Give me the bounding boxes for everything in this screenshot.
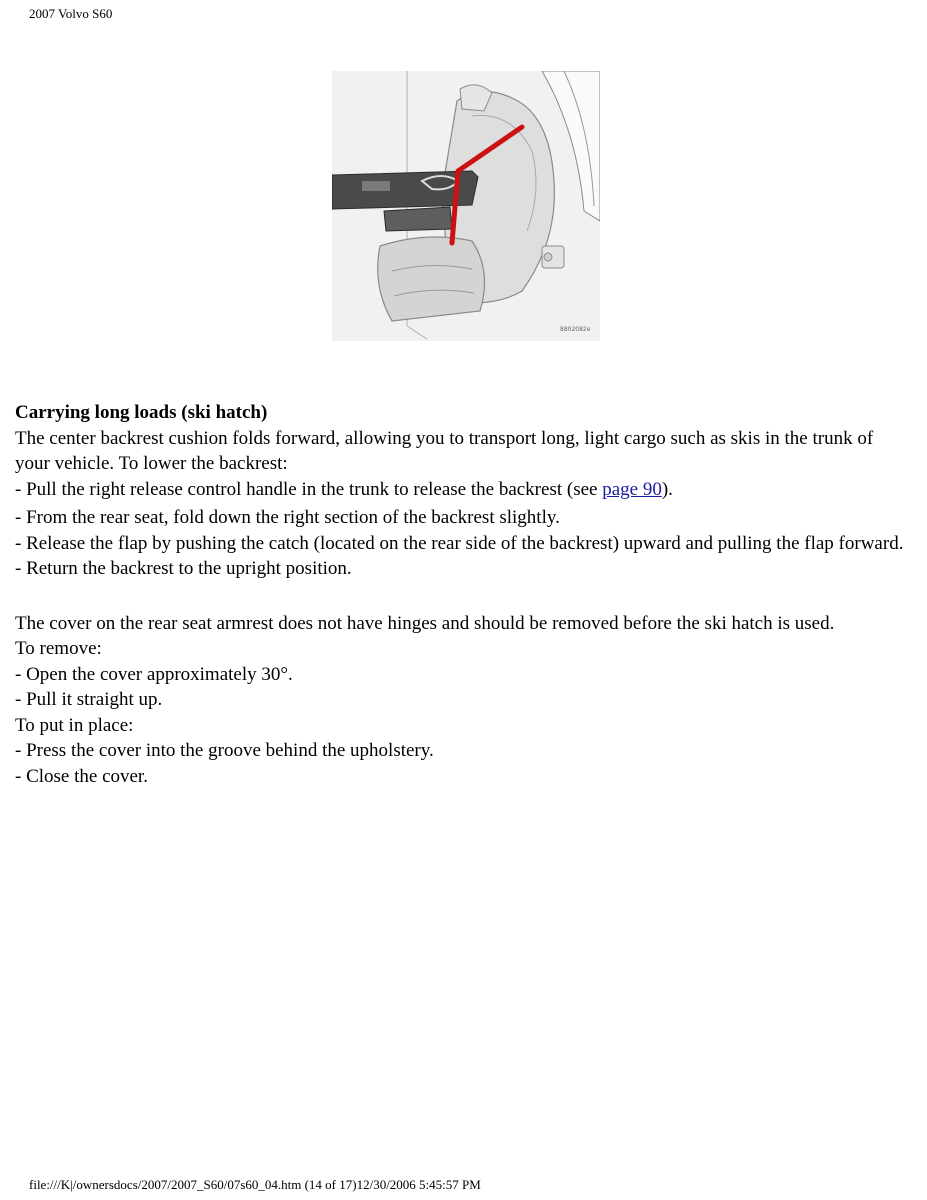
remove-step-2: - Pull it straight up.: [15, 689, 163, 710]
put-step-2: - Close the cover.: [15, 765, 148, 787]
ski-hatch-illustration: [332, 71, 600, 341]
page-90-link[interactable]: page 90: [602, 478, 662, 500]
armrest-note: The cover on the rear seat armrest does not have hinges and should be removed before the ski hatch is used.: [15, 612, 835, 634]
step-1: [15, 477, 912, 503]
figure-code-label: 8802082e: [560, 326, 591, 333]
step-1-prefix: - Pull the right release control handle in the trunk to release the backrest (see: [15, 478, 603, 500]
step-4: - Return the backrest to the upright position.: [15, 558, 352, 579]
paragraph-spacer: [15, 582, 912, 611]
ski-hatch-drawing: [332, 71, 600, 341]
intro-paragraph: The center backrest cushion folds forward, allowing you to transport long, light cargo such as skis in the trunk of your vehicle. To lower the backrest:: [15, 427, 874, 474]
main-content: [15, 400, 912, 789]
section-heading: Carrying long loads (ski hatch): [15, 402, 268, 423]
remove-step-1: - Open the cover approximately 30°.: [15, 663, 293, 685]
page-header: 2007 Volvo S60: [29, 6, 113, 21]
step-2: - From the rear seat, fold down the right section of the backrest slightly.: [15, 507, 560, 528]
step-1-suffix: ).: [661, 478, 673, 500]
put-heading: To put in place:: [15, 714, 134, 736]
step-3: - Release the flap by pushing the catch (located on the rear side of the backrest) upward and pulling the flap forward.: [15, 532, 904, 554]
remove-heading: To remove:: [15, 638, 102, 659]
put-step-1: - Press the cover into the groove behind the upholstery.: [15, 740, 434, 761]
page-footer: file:///K|/ownersdocs/2007/2007_S60/07s60_04.htm (14 of 17)12/30/2006 5:45:57 PM: [29, 1177, 481, 1192]
